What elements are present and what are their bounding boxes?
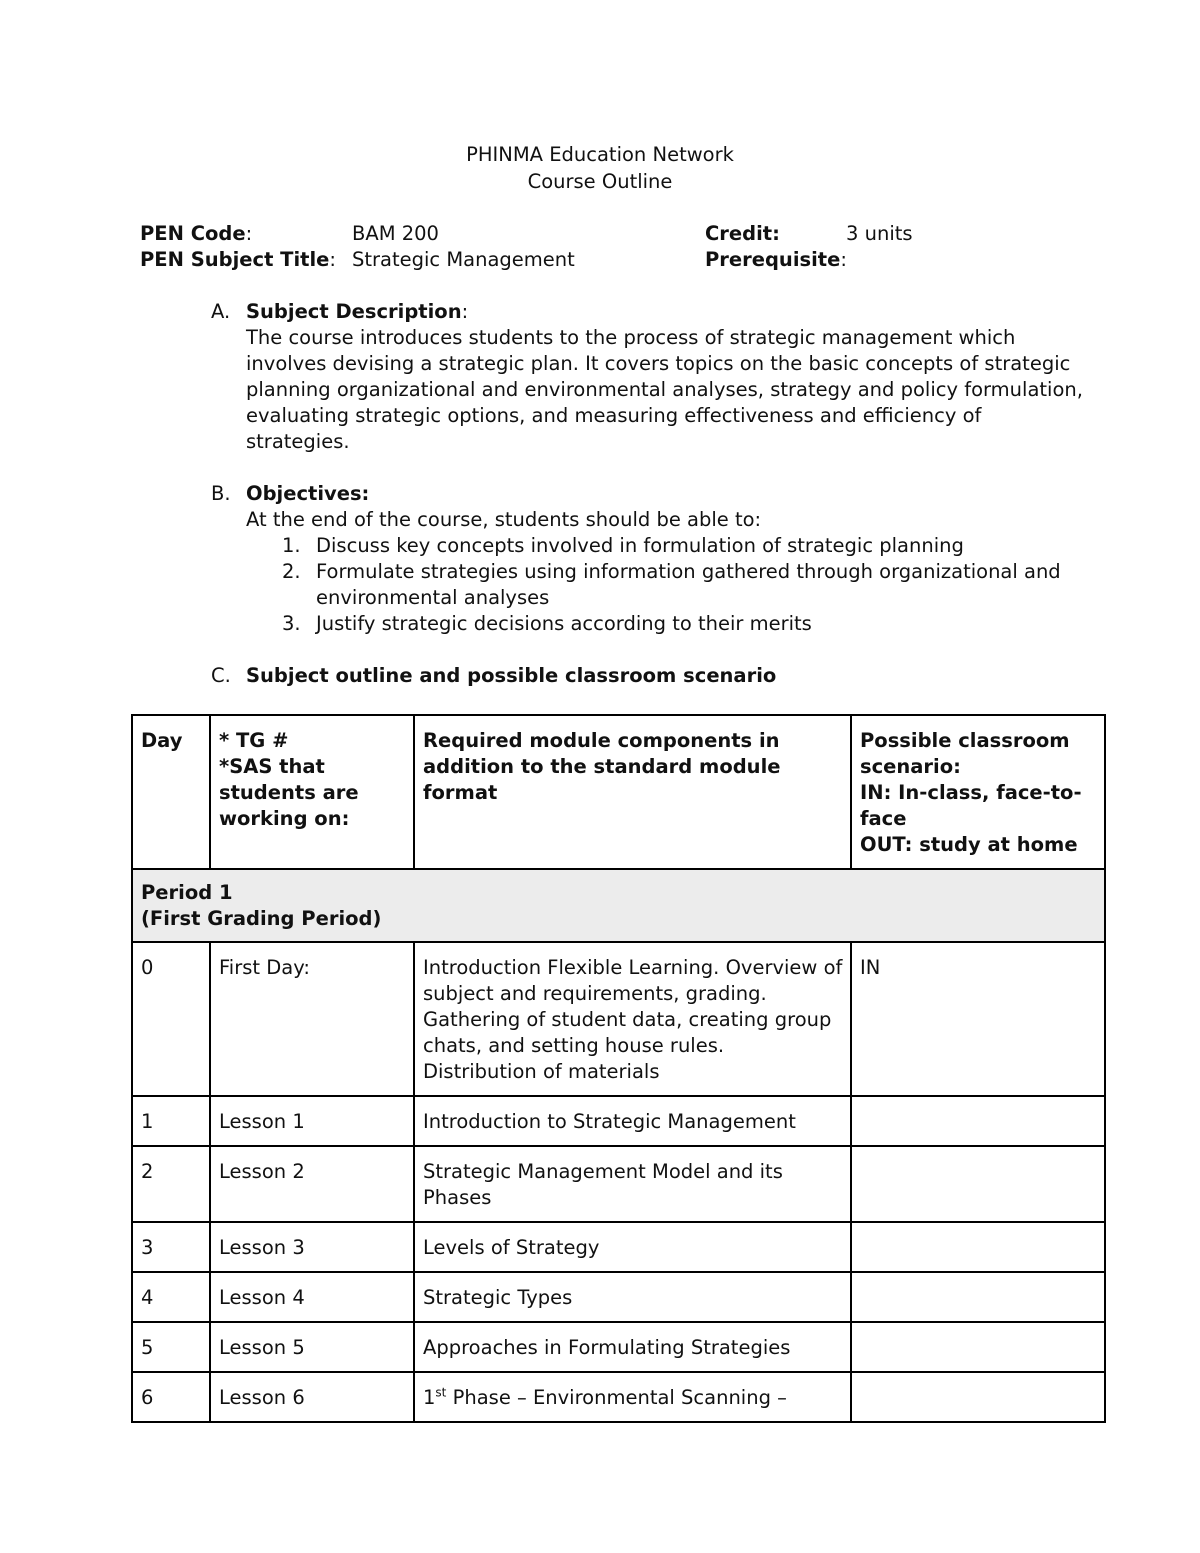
cell-module: Strategic Types [414, 1272, 851, 1322]
colon: : [329, 248, 336, 271]
cell-tg: First Day: [210, 942, 414, 1096]
table-row [132, 1222, 1105, 1272]
objective-text: Discuss key concepts involved in formulation of strategic planning [316, 534, 964, 557]
period-row [132, 869, 1105, 942]
section-a-marker: A. [211, 300, 231, 323]
period-label: Period 1 (First Grading Period) [132, 869, 1105, 942]
phase-number: 1 [423, 1386, 436, 1409]
table-row [132, 1322, 1105, 1372]
cell-day: 6 [132, 1372, 210, 1422]
title-value: Strategic Management [352, 248, 575, 271]
objective-text-cont: environmental analyses [316, 586, 550, 609]
phase-ordinal: st [435, 1385, 447, 1400]
header-tg: * TG # *SAS that students are working on: [210, 715, 414, 869]
objective-text: Formulate strategies using information gathered through organizational and [316, 560, 1061, 583]
title-label-row [140, 247, 336, 273]
objective-number: 1. [282, 534, 301, 557]
cell-tg: Lesson 2 [210, 1146, 414, 1222]
objectives-intro: At the end of the course, students should be able to: [246, 508, 762, 531]
cell-module [414, 1372, 851, 1422]
doc-title: Course Outline [527, 170, 673, 193]
course-outline-table [131, 714, 1106, 1423]
cell-day: 0 [132, 942, 210, 1096]
prereq-label: Prerequisite [705, 248, 841, 271]
org-title: PHINMA Education Network [466, 143, 734, 166]
section-c-heading: Subject outline and possible classroom scenario [246, 664, 777, 687]
colon: : [461, 300, 469, 323]
cell-scenario [851, 1096, 1105, 1146]
table-row [132, 1146, 1105, 1222]
cell-module: Levels of Strategy [414, 1222, 851, 1272]
cell-day: 3 [132, 1222, 210, 1272]
cell-module: Strategic Management Model and its Phases [414, 1146, 851, 1222]
cell-tg: Lesson 6 [210, 1372, 414, 1422]
cell-day: 2 [132, 1146, 210, 1222]
table-row [132, 942, 1105, 1096]
prereq-label-row [705, 247, 847, 273]
code-value: BAM 200 [352, 222, 439, 245]
desc-line-1: The course introduces students to the process of strategic management which [246, 326, 1016, 349]
colon: : [840, 248, 847, 271]
section-c-marker: C. [211, 664, 231, 687]
phase-text: Phase – Environmental Scanning – [446, 1386, 787, 1409]
table-row [132, 1096, 1105, 1146]
cell-module: Introduction Flexible Learning. Overview of subject and requirements, grading. Gathering of student data, creating group chats, and setting house rules. Distribution of materials [414, 942, 851, 1096]
cell-tg: Lesson 3 [210, 1222, 414, 1272]
section-b-marker: B. [211, 482, 231, 505]
cell-tg: Lesson 5 [210, 1322, 414, 1372]
colon: : [245, 222, 253, 245]
cell-day: 1 [132, 1096, 210, 1146]
cell-scenario [851, 1146, 1105, 1222]
objective-number: 3. [282, 612, 301, 635]
desc-line-5: strategies. [246, 430, 350, 453]
table-row [132, 1272, 1105, 1322]
cell-module: Approaches in Formulating Strategies [414, 1322, 851, 1372]
header-scenario: Possible classroom scenario: IN: In-class, face-to-face OUT: study at home [851, 715, 1105, 869]
header-day: Day [132, 715, 210, 869]
table-header-row [132, 715, 1105, 869]
cell-day: 4 [132, 1272, 210, 1322]
cell-scenario [851, 1222, 1105, 1272]
cell-module: Introduction to Strategic Management [414, 1096, 851, 1146]
header-module: Required module components in addition to the standard module format [414, 715, 851, 869]
code-label-row [140, 221, 252, 247]
objective-number: 2. [282, 560, 301, 583]
desc-line-4: evaluating strategic options, and measuring effectiveness and efficiency of [246, 404, 982, 427]
section-a-heading-row [246, 299, 468, 325]
section-b-heading: Objectives: [246, 482, 370, 505]
credit-label: Credit: [705, 222, 780, 245]
credit-value: 3 units [846, 222, 913, 245]
cell-day: 5 [132, 1322, 210, 1372]
cell-scenario [851, 1322, 1105, 1372]
table-row [132, 1372, 1105, 1422]
cell-scenario [851, 1372, 1105, 1422]
cell-tg: Lesson 4 [210, 1272, 414, 1322]
cell-scenario [851, 1272, 1105, 1322]
objective-text: Justify strategic decisions according to their merits [316, 612, 812, 635]
desc-line-2: involves devising a strategic plan. It covers topics on the basic concepts of strategic [246, 352, 1071, 375]
title-label: PEN Subject Title [140, 248, 330, 271]
cell-tg: Lesson 1 [210, 1096, 414, 1146]
section-a-heading: Subject Description [246, 300, 462, 323]
cell-scenario: IN [851, 942, 1105, 1096]
desc-line-3: planning organizational and environmental analyses, strategy and policy formulation, [246, 378, 1083, 401]
code-label: PEN Code [140, 222, 246, 245]
